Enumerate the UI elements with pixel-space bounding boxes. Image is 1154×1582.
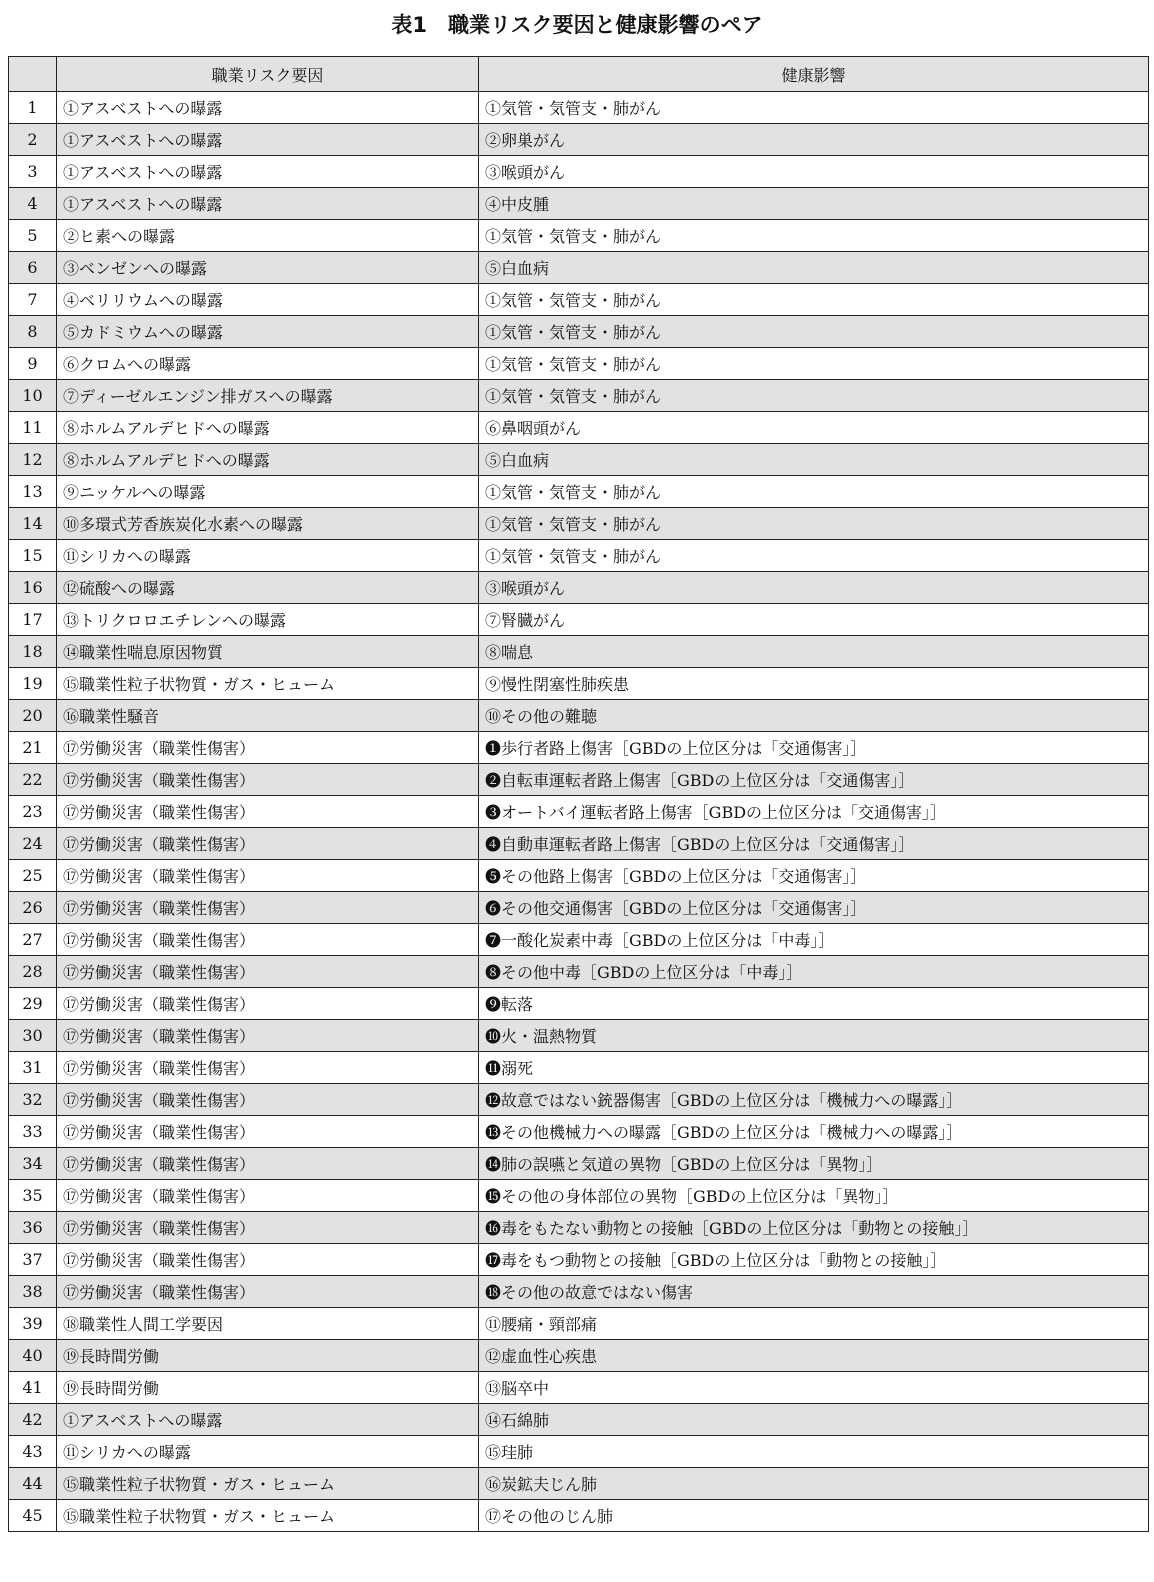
table-row	[9, 1116, 1149, 1148]
row-number-cell: 45	[9, 1500, 57, 1532]
table-row	[9, 444, 1149, 476]
row-number-cell: 16	[9, 572, 57, 604]
health-effect-cell: ⓭その他機械力への曝露［GBDの上位区分は「機械力への曝露」］	[479, 1116, 1149, 1148]
table-row	[9, 668, 1149, 700]
health-effect-cell: ⓯その他の身体部位の異物［GBDの上位区分は「異物」］	[479, 1180, 1149, 1212]
risk-factor-cell: ⑨ニッケルへの曝露	[57, 476, 479, 508]
row-number-cell: 10	[9, 380, 57, 412]
health-effect-cell: ①気管・気管支・肺がん	[479, 284, 1149, 316]
table-row	[9, 1340, 1149, 1372]
row-number-cell: 9	[9, 348, 57, 380]
table-row	[9, 1020, 1149, 1052]
risk-factor-cell: ⑬トリクロロエチレンへの曝露	[57, 604, 479, 636]
row-number-cell: 41	[9, 1372, 57, 1404]
risk-factor-cell: ⑰労働災害（職業性傷害）	[57, 892, 479, 924]
health-effect-cell: ❿火・温熱物質	[479, 1020, 1149, 1052]
health-effect-cell: ⑭石綿肺	[479, 1404, 1149, 1436]
header-health-effect: 健康影響	[479, 57, 1149, 92]
table-title: 表1 職業リスク要因と健康影響のペア	[391, 13, 763, 37]
risk-factor-cell: ①アスベストへの曝露	[57, 124, 479, 156]
risk-factor-cell: ①アスベストへの曝露	[57, 188, 479, 220]
health-effect-cell: ❻その他交通傷害［GBDの上位区分は「交通傷害」］	[479, 892, 1149, 924]
risk-factor-cell: ⑰労働災害（職業性傷害）	[57, 988, 479, 1020]
risk-factor-cell: ⑮職業性粒子状物質・ガス・ヒューム	[57, 1500, 479, 1532]
health-effect-cell: ⑯炭鉱夫じん肺	[479, 1468, 1149, 1500]
health-effect-cell: ③喉頭がん	[479, 572, 1149, 604]
risk-factor-cell: ⑤カドミウムへの曝露	[57, 316, 479, 348]
risk-factor-cell: ①アスベストへの曝露	[57, 156, 479, 188]
table-row	[9, 1052, 1149, 1084]
risk-factor-cell: ⑲長時間労働	[57, 1372, 479, 1404]
health-effect-cell: ❾転落	[479, 988, 1149, 1020]
row-number-cell: 3	[9, 156, 57, 188]
table-row	[9, 860, 1149, 892]
risk-factor-cell: ①アスベストへの曝露	[57, 92, 479, 124]
health-effect-cell: ❼一酸化炭素中毒［GBDの上位区分は「中毒」］	[479, 924, 1149, 956]
health-effect-cell: ⑥鼻咽頭がん	[479, 412, 1149, 444]
risk-factor-cell: ⑧ホルムアルデヒドへの曝露	[57, 444, 479, 476]
table-row	[9, 1276, 1149, 1308]
table-row	[9, 252, 1149, 284]
risk-effect-table	[8, 56, 1149, 1532]
row-number-cell: 27	[9, 924, 57, 956]
table-row	[9, 732, 1149, 764]
row-number-cell: 44	[9, 1468, 57, 1500]
row-number-cell: 14	[9, 508, 57, 540]
table-row	[9, 284, 1149, 316]
header-row	[9, 57, 1149, 92]
table-row	[9, 1084, 1149, 1116]
table-row	[9, 988, 1149, 1020]
risk-factor-cell: ⑰労働災害（職業性傷害）	[57, 732, 479, 764]
table-row	[9, 700, 1149, 732]
row-number-cell: 39	[9, 1308, 57, 1340]
health-effect-cell: ⑩その他の難聴	[479, 700, 1149, 732]
health-effect-cell: ⓲その他の故意ではない傷害	[479, 1276, 1149, 1308]
health-effect-cell: ❶歩行者路上傷害［GBDの上位区分は「交通傷害」］	[479, 732, 1149, 764]
row-number-cell: 37	[9, 1244, 57, 1276]
row-number-cell: 34	[9, 1148, 57, 1180]
row-number-cell: 19	[9, 668, 57, 700]
risk-factor-cell: ⑰労働災害（職業性傷害）	[57, 1212, 479, 1244]
table-row	[9, 764, 1149, 796]
table-row	[9, 1308, 1149, 1340]
table-row	[9, 348, 1149, 380]
table-row	[9, 924, 1149, 956]
row-number-cell: 15	[9, 540, 57, 572]
health-effect-cell: ⑫虚血性心疾患	[479, 1340, 1149, 1372]
row-number-cell: 5	[9, 220, 57, 252]
table-row	[9, 1180, 1149, 1212]
row-number-cell: 23	[9, 796, 57, 828]
health-effect-cell: ⑤白血病	[479, 444, 1149, 476]
health-effect-cell: ⑦腎臓がん	[479, 604, 1149, 636]
risk-factor-cell: ⑲長時間労働	[57, 1340, 479, 1372]
health-effect-cell: ⑪腰痛・頸部痛	[479, 1308, 1149, 1340]
health-effect-cell: ③喉頭がん	[479, 156, 1149, 188]
table-row	[9, 540, 1149, 572]
table-row	[9, 1500, 1149, 1532]
health-effect-cell: ①気管・気管支・肺がん	[479, 316, 1149, 348]
row-number-cell: 29	[9, 988, 57, 1020]
health-effect-cell: ❺その他路上傷害［GBDの上位区分は「交通傷害」］	[479, 860, 1149, 892]
health-effect-cell: ⑨慢性閉塞性肺疾患	[479, 668, 1149, 700]
risk-factor-cell: ⑩多環式芳香族炭化水素への曝露	[57, 508, 479, 540]
row-number-cell: 7	[9, 284, 57, 316]
health-effect-cell: ⓱毒をもつ動物との接触［GBDの上位区分は「動物との接触」］	[479, 1244, 1149, 1276]
risk-factor-cell: ①アスベストへの曝露	[57, 1404, 479, 1436]
row-number-cell: 38	[9, 1276, 57, 1308]
risk-factor-cell: ⑰労働災害（職業性傷害）	[57, 1180, 479, 1212]
risk-factor-cell: ⑰労働災害（職業性傷害）	[57, 1052, 479, 1084]
risk-factor-cell: ⑰労働災害（職業性傷害）	[57, 796, 479, 828]
row-number-cell: 6	[9, 252, 57, 284]
table-row	[9, 156, 1149, 188]
risk-factor-cell: ⑰労働災害（職業性傷害）	[57, 956, 479, 988]
health-effect-cell: ❷自転車運転者路上傷害［GBDの上位区分は「交通傷害」］	[479, 764, 1149, 796]
health-effect-cell: ⓮肺の誤嚥と気道の異物［GBDの上位区分は「異物」］	[479, 1148, 1149, 1180]
table-row	[9, 1372, 1149, 1404]
row-number-cell: 42	[9, 1404, 57, 1436]
table-row	[9, 1148, 1149, 1180]
risk-factor-cell: ⑰労働災害（職業性傷害）	[57, 1148, 479, 1180]
row-number-cell: 21	[9, 732, 57, 764]
table-row	[9, 1244, 1149, 1276]
risk-factor-cell: ⑧ホルムアルデヒドへの曝露	[57, 412, 479, 444]
health-effect-cell: ⑮珪肺	[479, 1436, 1149, 1468]
health-effect-cell: ①気管・気管支・肺がん	[479, 508, 1149, 540]
row-number-cell: 8	[9, 316, 57, 348]
row-number-cell: 11	[9, 412, 57, 444]
health-effect-cell: ❽その他中毒［GBDの上位区分は「中毒」］	[479, 956, 1149, 988]
table-row	[9, 508, 1149, 540]
risk-factor-cell: ⑥クロムへの曝露	[57, 348, 479, 380]
risk-factor-cell: ⑫硫酸への曝露	[57, 572, 479, 604]
health-effect-cell: ①気管・気管支・肺がん	[479, 476, 1149, 508]
row-number-cell: 36	[9, 1212, 57, 1244]
table-row	[9, 572, 1149, 604]
risk-factor-cell: ⑰労働災害（職業性傷害）	[57, 1084, 479, 1116]
table-row	[9, 828, 1149, 860]
risk-factor-cell: ⑰労働災害（職業性傷害）	[57, 1244, 479, 1276]
health-effect-cell: ⓬故意ではない銃器傷害［GBDの上位区分は「機械力への曝露」］	[479, 1084, 1149, 1116]
health-effect-cell: ①気管・気管支・肺がん	[479, 220, 1149, 252]
row-number-cell: 13	[9, 476, 57, 508]
table-row	[9, 124, 1149, 156]
risk-factor-cell: ⑮職業性粒子状物質・ガス・ヒューム	[57, 668, 479, 700]
row-number-cell: 20	[9, 700, 57, 732]
table-row	[9, 188, 1149, 220]
row-number-cell: 43	[9, 1436, 57, 1468]
risk-factor-cell: ⑰労働災害（職業性傷害）	[57, 1020, 479, 1052]
table-row	[9, 956, 1149, 988]
table-row	[9, 220, 1149, 252]
risk-factor-cell: ⑭職業性喘息原因物質	[57, 636, 479, 668]
health-effect-cell: ⑧喘息	[479, 636, 1149, 668]
health-effect-cell: ⑬脳卒中	[479, 1372, 1149, 1404]
table-row	[9, 476, 1149, 508]
health-effect-cell: ⓫溺死	[479, 1052, 1149, 1084]
table-row	[9, 604, 1149, 636]
row-number-cell: 25	[9, 860, 57, 892]
row-number-cell: 4	[9, 188, 57, 220]
health-effect-cell: ②卵巣がん	[479, 124, 1149, 156]
header-no	[9, 57, 57, 92]
risk-factor-cell: ⑰労働災害（職業性傷害）	[57, 764, 479, 796]
row-number-cell: 18	[9, 636, 57, 668]
risk-factor-cell: ⑰労働災害（職業性傷害）	[57, 860, 479, 892]
risk-factor-cell: ⑰労働災害（職業性傷害）	[57, 924, 479, 956]
health-effect-cell: ❸オートバイ運転者路上傷害［GBDの上位区分は「交通傷害」］	[479, 796, 1149, 828]
table-row	[9, 1436, 1149, 1468]
table-row	[9, 1212, 1149, 1244]
table-row	[9, 892, 1149, 924]
health-effect-cell: ①気管・気管支・肺がん	[479, 92, 1149, 124]
table-row	[9, 796, 1149, 828]
health-effect-cell: ❹自動車運転者路上傷害［GBDの上位区分は「交通傷害」］	[479, 828, 1149, 860]
row-number-cell: 28	[9, 956, 57, 988]
health-effect-cell: ①気管・気管支・肺がん	[479, 380, 1149, 412]
table-row	[9, 92, 1149, 124]
risk-factor-cell: ⑱職業性人間工学要因	[57, 1308, 479, 1340]
table-row	[9, 1468, 1149, 1500]
row-number-cell: 1	[9, 92, 57, 124]
row-number-cell: 40	[9, 1340, 57, 1372]
health-effect-cell: ①気管・気管支・肺がん	[479, 540, 1149, 572]
table-row	[9, 636, 1149, 668]
risk-factor-cell: ⑪シリカへの曝露	[57, 540, 479, 572]
row-number-cell: 31	[9, 1052, 57, 1084]
row-number-cell: 17	[9, 604, 57, 636]
risk-factor-cell: ⑰労働災害（職業性傷害）	[57, 1276, 479, 1308]
health-effect-cell: ⓰毒をもたない動物との接触［GBDの上位区分は「動物との接触」］	[479, 1212, 1149, 1244]
table-row	[9, 1404, 1149, 1436]
row-number-cell: 12	[9, 444, 57, 476]
table-row	[9, 316, 1149, 348]
row-number-cell: 30	[9, 1020, 57, 1052]
health-effect-cell: ⑰その他のじん肺	[479, 1500, 1149, 1532]
risk-factor-cell: ④ベリリウムへの曝露	[57, 284, 479, 316]
row-number-cell: 32	[9, 1084, 57, 1116]
risk-factor-cell: ⑯職業性騒音	[57, 700, 479, 732]
row-number-cell: 24	[9, 828, 57, 860]
health-effect-cell: ①気管・気管支・肺がん	[479, 348, 1149, 380]
risk-factor-cell: ⑪シリカへの曝露	[57, 1436, 479, 1468]
risk-factor-cell: ⑦ディーゼルエンジン排ガスへの曝露	[57, 380, 479, 412]
risk-factor-cell: ⑮職業性粒子状物質・ガス・ヒューム	[57, 1468, 479, 1500]
risk-factor-cell: ⑰労働災害（職業性傷害）	[57, 828, 479, 860]
health-effect-cell: ⑤白血病	[479, 252, 1149, 284]
table-row	[9, 380, 1149, 412]
health-effect-cell: ④中皮腫	[479, 188, 1149, 220]
row-number-cell: 22	[9, 764, 57, 796]
row-number-cell: 35	[9, 1180, 57, 1212]
risk-factor-cell: ③ベンゼンへの曝露	[57, 252, 479, 284]
table-row	[9, 412, 1149, 444]
risk-factor-cell: ⑰労働災害（職業性傷害）	[57, 1116, 479, 1148]
row-number-cell: 26	[9, 892, 57, 924]
row-number-cell: 2	[9, 124, 57, 156]
header-risk-factor: 職業リスク要因	[57, 57, 479, 92]
risk-factor-cell: ②ヒ素への曝露	[57, 220, 479, 252]
row-number-cell: 33	[9, 1116, 57, 1148]
